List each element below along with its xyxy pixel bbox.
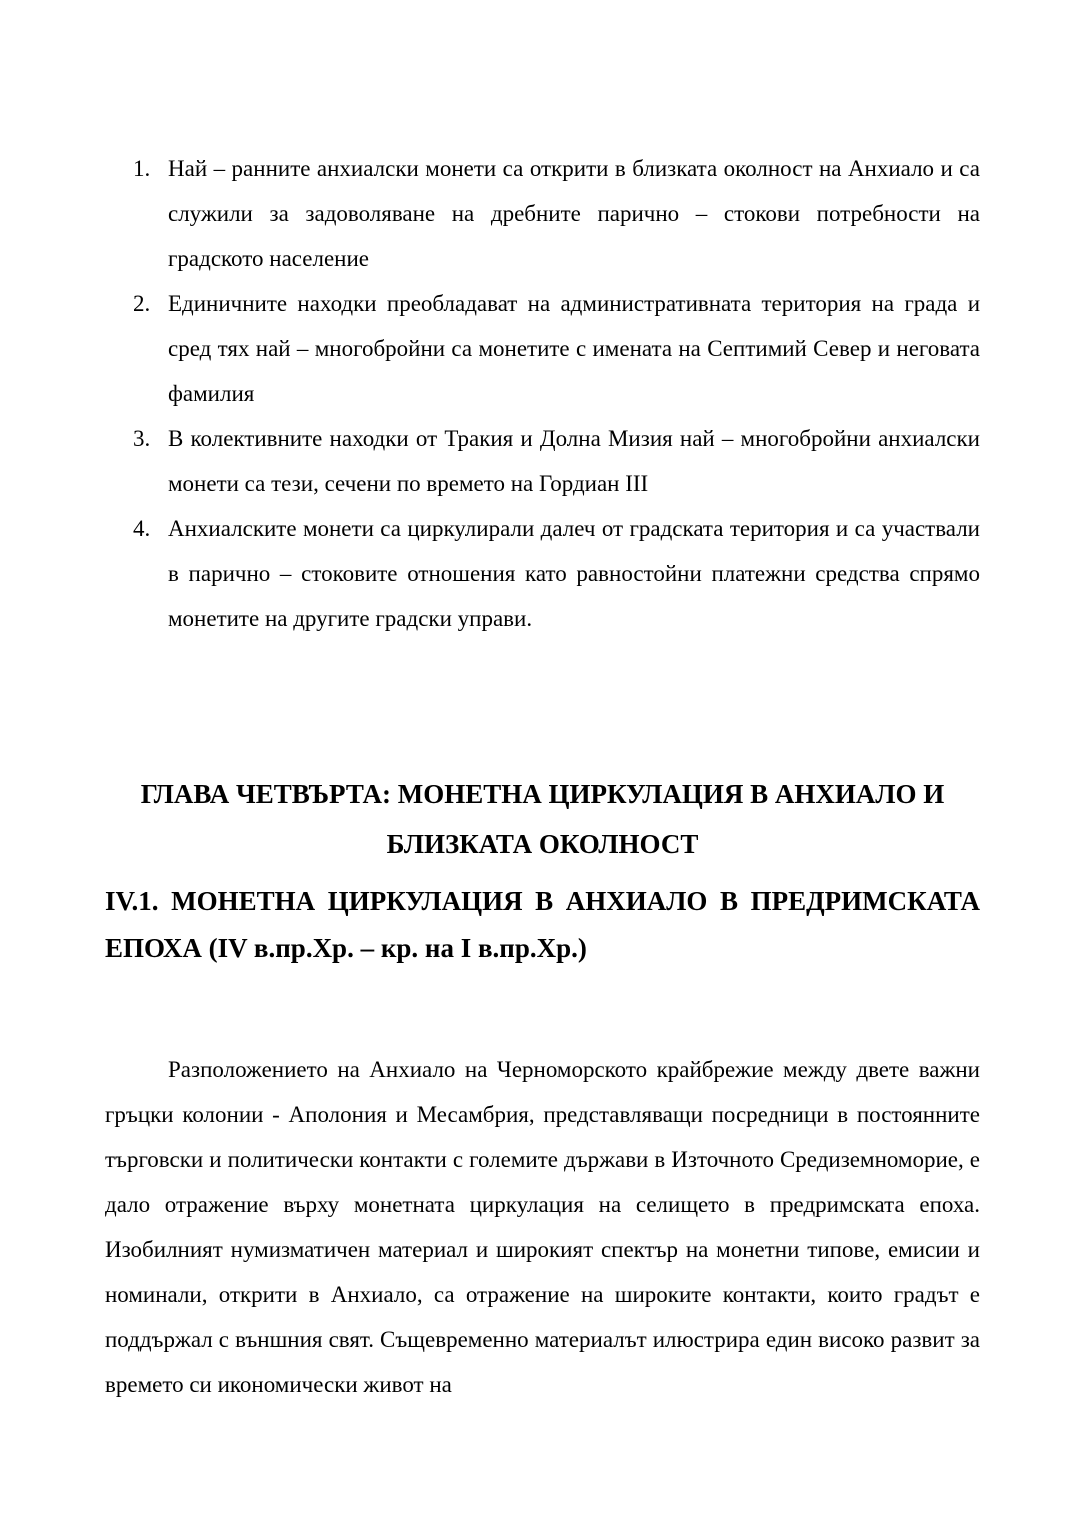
list-item-number: 4. (133, 516, 151, 541)
section-heading-line1: IV.1. МОНЕТНА ЦИРКУЛАЦИЯ В АНХИАЛО В ПРЕДРИМСКАТА (105, 886, 980, 916)
section-heading-line2: ЕПОХА (IV в.пр.Хр. – кр. на I в.пр.Хр.) (105, 933, 587, 963)
conclusions-numbered-list (105, 146, 980, 641)
body-paragraph: Разположението на Анхиало на Черноморското крайбрежие между двете важни гръцки колонии - Аполония и Месамбрия, представляващи посредници в постоянните търговски и политически контакти с големите държави в Източното Средиземноморие, е дало отражение върху монетната циркулация на селището в предримската епоха. Изобилният нумизматичен материал и широкият спектър на монетни типове, емисии и номинали, открити в Анхиало, са отражение на широките контакти, които градът е поддържал с външния свят. Същевременно материалът илюстрира един високо развит за времето си икономически живот на (105, 1057, 980, 1397)
list-item (105, 146, 980, 281)
list-item-number: 3. (133, 426, 151, 451)
section-heading (105, 878, 980, 972)
chapter-heading-line1: ГЛАВА ЧЕТВЪРТА: МОНЕТНА ЦИРКУЛАЦИЯ В АНХИАЛО И (140, 779, 945, 809)
list-item-text: В колективните находки от Тракия и Долна Мизия най – многобройни анхиалски монети са тези, сечени по времето на Гордиан III (168, 426, 980, 496)
chapter-heading (105, 769, 980, 869)
list-item (105, 281, 980, 416)
list-item (105, 416, 980, 506)
chapter-heading-line2: БЛИЗКАТА ОКОЛНОСТ (386, 829, 699, 859)
vertical-spacer (105, 641, 980, 769)
list-item-number: 2. (133, 291, 151, 316)
list-item (105, 506, 980, 641)
list-item-text: Единичните находки преобладават на административната територия на града и сред тях най – многобройни са монетите с имената на Септимий Север и неговата фамилия (168, 291, 980, 406)
list-item-text: Най – ранните анхиалски монети са открити в близката околност на Анхиало и са служили за задоволяване на дребните парично – стокови потребности на градското население (168, 156, 980, 271)
list-item-text: Анхиалските монети са циркулирали далеч от градската територия и са участвали в парично – стоковите отношения като равностойни платежни средства спрямо монетите на другите градски управи. (168, 516, 980, 631)
list-item-number: 1. (133, 156, 151, 181)
